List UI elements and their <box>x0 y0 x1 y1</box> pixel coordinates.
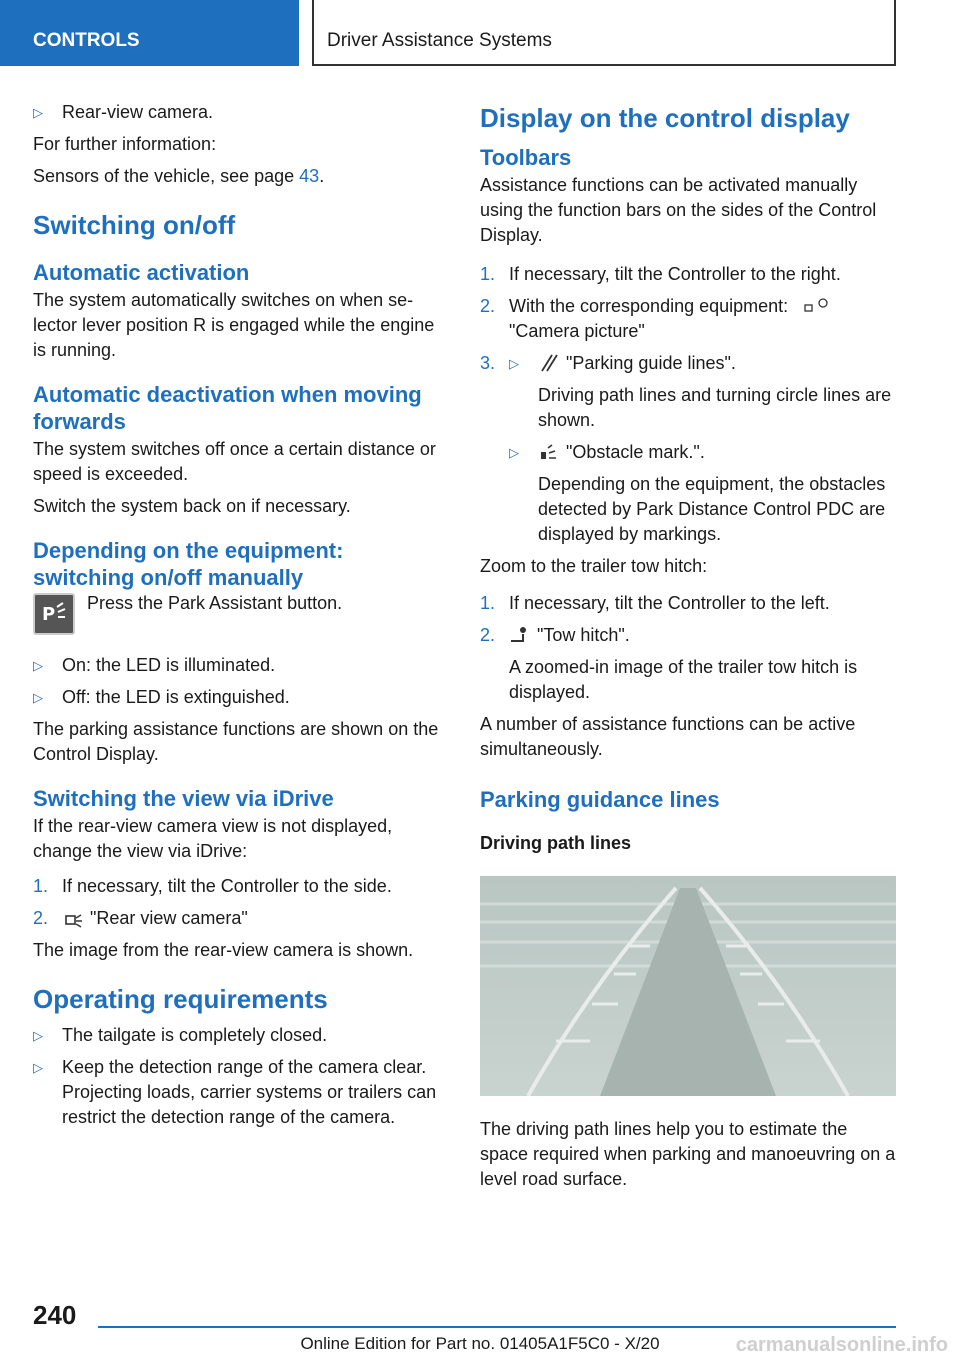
section-label: CONTROLS <box>33 30 140 51</box>
list-item: 2. With the corresponding equipment: "Camera picture" <box>480 294 896 344</box>
chapter-label: Driver Assistance Systems <box>327 30 552 51</box>
parking-guide-lines-icon <box>538 353 560 373</box>
sensors-ref: Sensors of the vehicle, see page 43. <box>33 166 325 186</box>
heading-driving-path: Driving path lines <box>480 833 632 853</box>
driving-path-illustration <box>480 876 896 1096</box>
parking-shown-text: The parking assistance functions are shown on the Control Display. <box>33 719 439 764</box>
park-assistant-button-icon <box>33 593 75 635</box>
list-item: ▷ Off: the LED is extinguished. <box>33 685 443 710</box>
chapter-tab <box>312 0 896 66</box>
watermark: carmanualsonline.info <box>735 1334 948 1356</box>
list-item: 1. If necessary, tilt the Controller to the left. <box>480 593 830 613</box>
list-item: ▷ Keep the detection range of the camera clear. Projecting loads, carrier systems or trailers can restrict the detection range of the camera. <box>33 1057 437 1127</box>
list-item: ▷ On: the LED is illuminated. <box>33 653 443 678</box>
heading-requirements: Operating requirements <box>33 984 328 1014</box>
section-tab <box>0 0 299 66</box>
heading-guidance: Parking guidance lines <box>480 787 720 812</box>
auto-deactivation-text: The system switches off once a certain distance or speed is exceeded. <box>33 439 436 484</box>
tow-hitch-icon <box>509 625 531 645</box>
list-item: 2. "Tow hitch". A zoomed-in image of the trailer tow hitch is displayed. <box>480 625 858 702</box>
heading-toolbars: Toolbars <box>480 145 572 170</box>
list-item: 2. "Rear view camera" <box>33 908 248 928</box>
heading-idrive: Switching the view via iDrive <box>33 786 334 811</box>
multi-text: A number of assistance functions can be active simultaneously. <box>480 714 856 759</box>
list-item: 3. ▷ "Parking guide lines". Driving path lines and turning circle lines are shown. ▷ "Obstacle mark.". Depending on the equipment, the obstacles detected by Park Distance Control PDC are displayed by markings. <box>480 351 896 547</box>
list-item: ▷ Rear-view camera. <box>33 100 443 125</box>
obstacle-mark-icon <box>538 442 560 462</box>
footer-divider <box>98 1326 896 1328</box>
driving-path-text: The driving path lines help you to estimate the space required when parking and manoeuvring on a level road surface. <box>480 1119 896 1189</box>
triangle-bullet-icon: ▷ <box>33 1060 43 1075</box>
triangle-bullet-icon: ▷ <box>509 356 519 371</box>
triangle-bullet-icon: ▷ <box>33 1028 43 1043</box>
heading-switching: Switching on/off <box>33 210 236 240</box>
right-column <box>480 100 896 1199</box>
image-shown-text: The image from the rear-view camera is shown. <box>33 940 414 960</box>
auto-activation-text: The system automatically switches on when selector lever position R is engaged while the engine is running. <box>33 290 435 360</box>
heading-auto-deactivation: Automatic deactivation when moving forwards <box>33 382 422 434</box>
triangle-bullet-icon: ▷ <box>33 690 43 705</box>
page-link[interactable]: 43 <box>299 166 320 186</box>
idrive-text: If the rear-view camera view is not displayed, change the view via iDrive: <box>33 816 393 861</box>
list-item: 1. If necessary, tilt the Controller to the right. <box>480 264 841 284</box>
list-item: ▷ The tailgate is completely closed. <box>33 1023 443 1048</box>
camera-settings-icon <box>799 296 831 316</box>
switch-back-text: Switch the system back on if necessary. <box>33 496 351 516</box>
further-info: For further information: <box>33 134 217 154</box>
sub-list-item: ▷ "Obstacle mark.". Depending on the equipment, the obstacles detected by Park Distance Control PDC are displayed by markings. <box>509 442 886 544</box>
zoom-text: Zoom to the trailer tow hitch: <box>480 556 708 576</box>
svg-text:P: P <box>42 604 56 625</box>
toolbars-text: Assistance functions can be activated manually using the function bars on the sides of the Control Display. <box>480 175 877 245</box>
triangle-bullet-icon: ▷ <box>509 445 519 460</box>
sub-list-item: ▷ "Parking guide lines". Driving path lines and turning circle lines are shown. <box>509 353 892 430</box>
list-item: 1. If necessary, tilt the Controller to the side. <box>33 876 392 896</box>
page-number: 240 <box>33 1300 77 1330</box>
edition-text: Online Edition for Part no. 01405A1F5C0 - X/20 <box>300 1334 660 1353</box>
heading-auto-activation: Automatic activation <box>33 260 250 285</box>
left-column <box>33 100 443 1137</box>
press-button-text: Press the Park Assistant button. <box>87 593 343 613</box>
heading-manual: Depending on the equipment: switching on/off manually <box>33 538 344 590</box>
triangle-bullet-icon: ▷ <box>33 658 43 673</box>
heading-display: Display on the control display <box>480 103 850 133</box>
rear-camera-icon <box>62 908 84 928</box>
triangle-bullet-icon: ▷ <box>33 105 43 120</box>
